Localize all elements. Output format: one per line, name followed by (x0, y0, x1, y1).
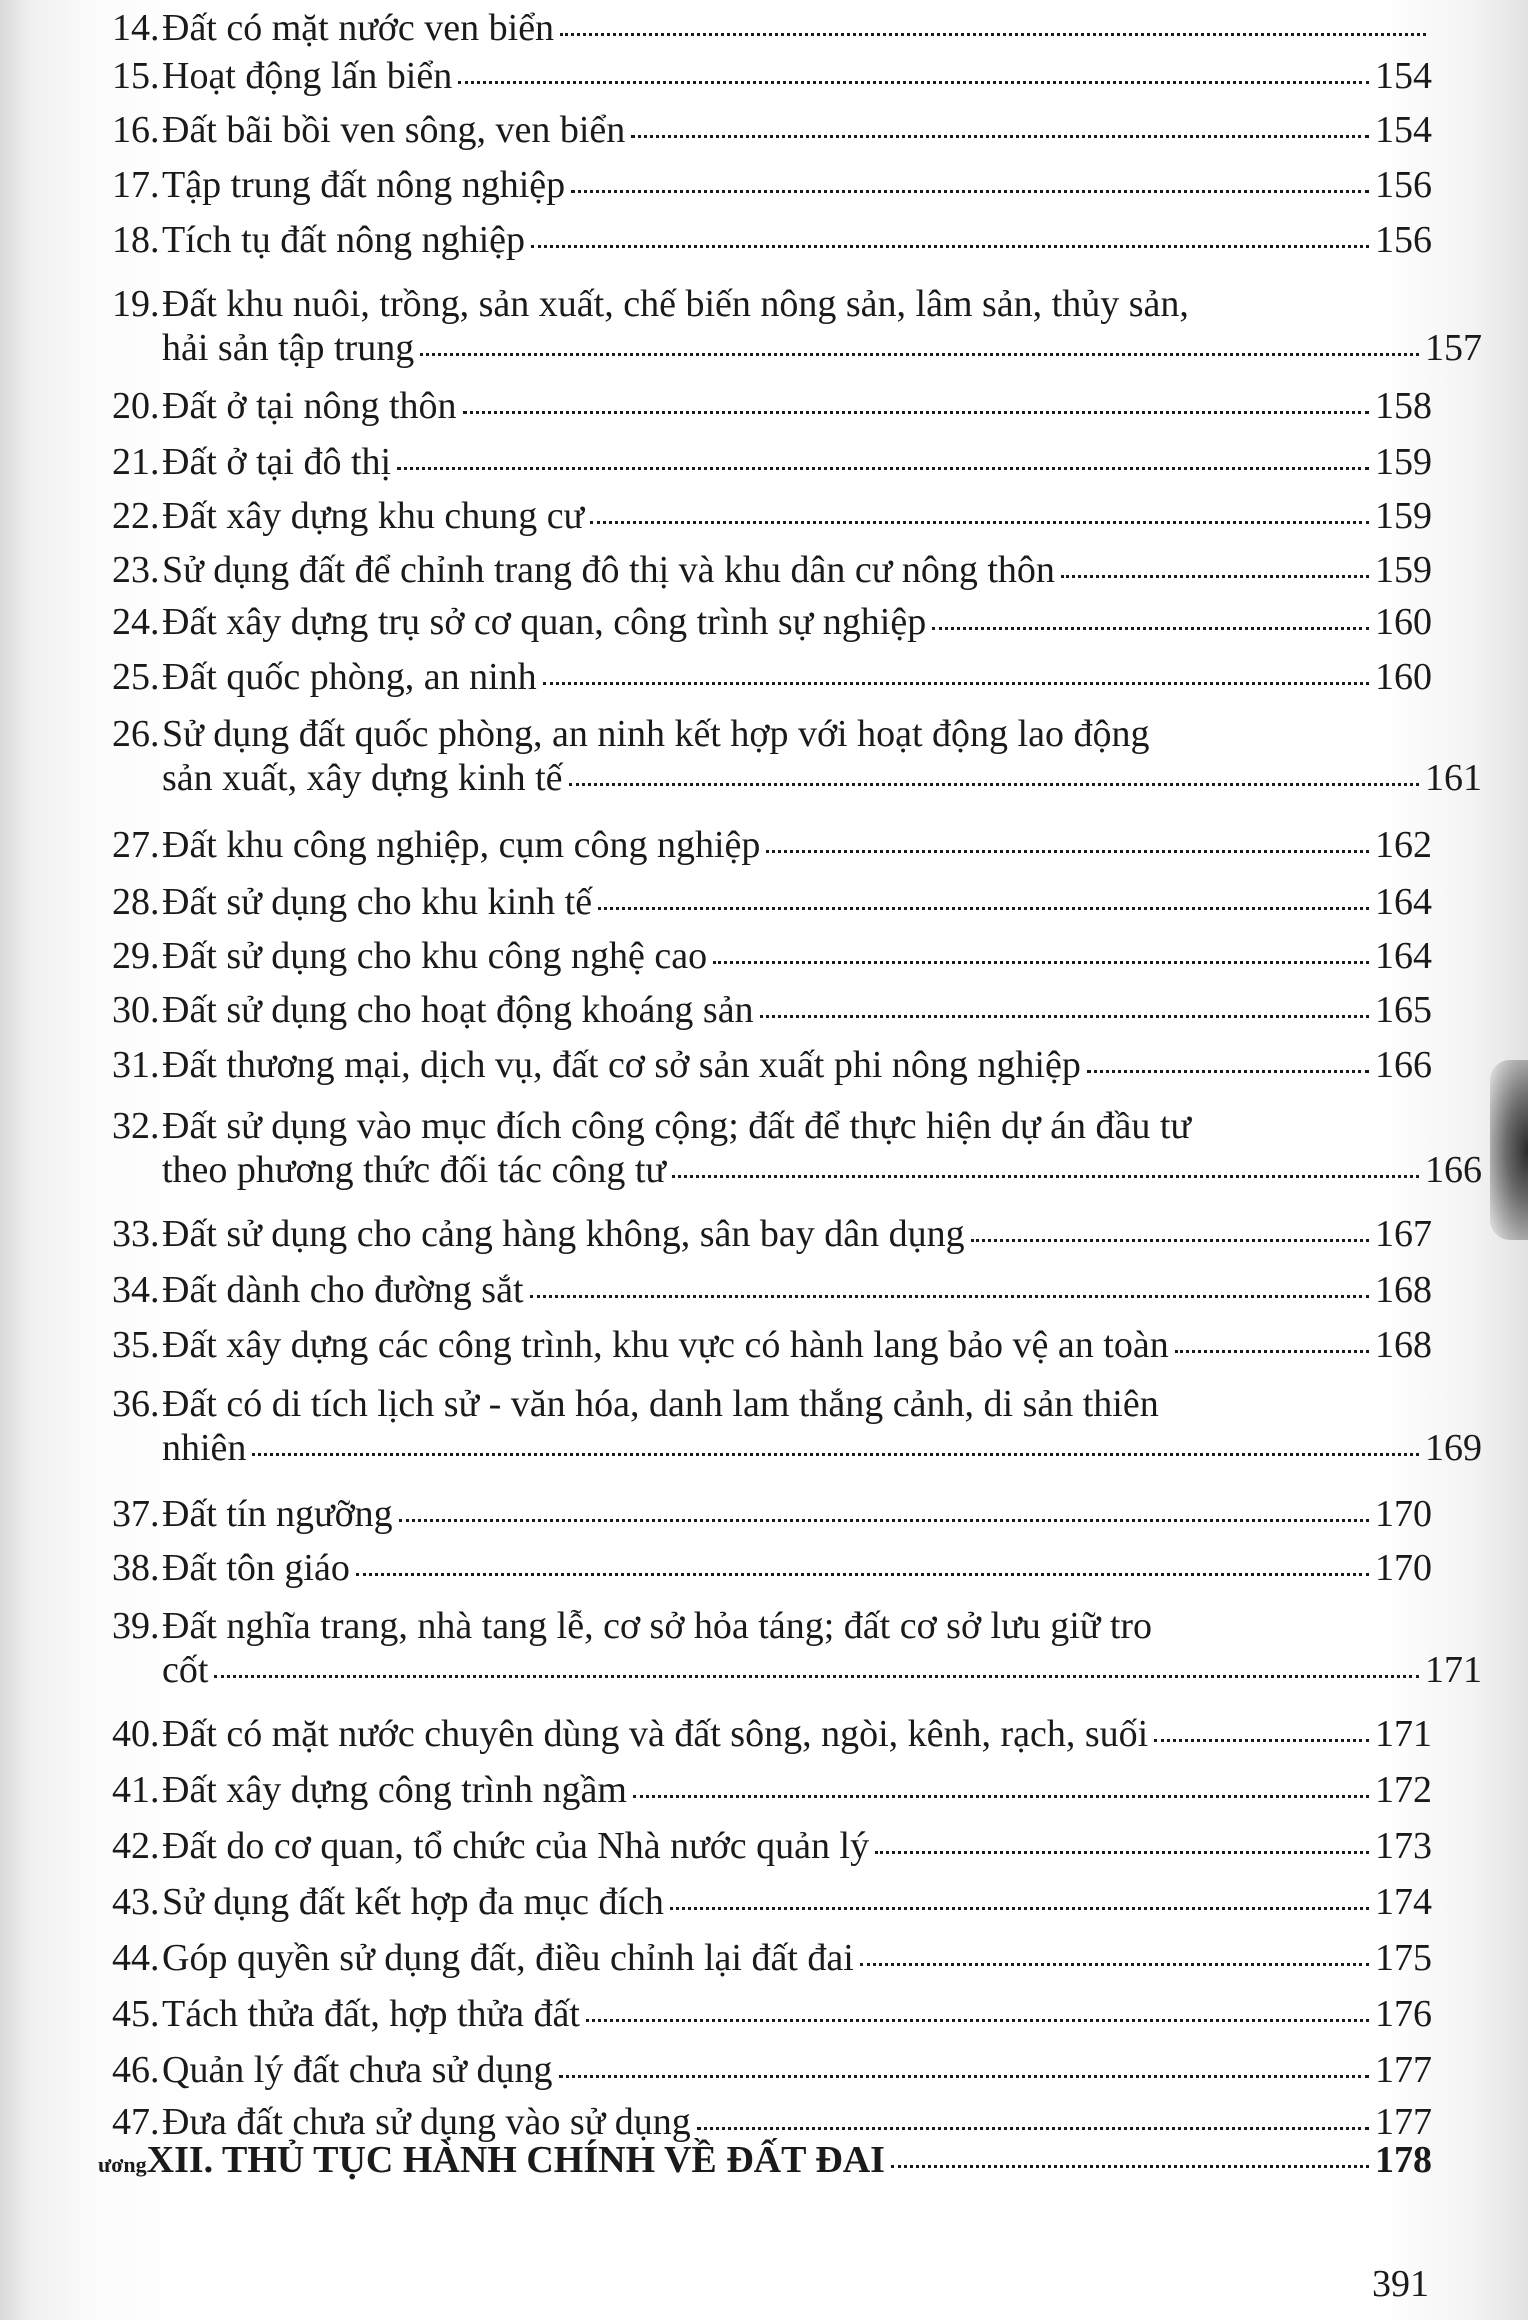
entry-number: 15. (112, 55, 160, 97)
dot-leader (543, 676, 1369, 685)
toc-entry (112, 1824, 1432, 1868)
toc-entry (112, 282, 1482, 370)
toc-entry (112, 1268, 1432, 1312)
entry-page: 156 (1375, 219, 1432, 261)
dot-leader (1175, 1344, 1369, 1353)
entry-title: theo phương thức đối tác công tư (162, 1149, 667, 1191)
entry-page: 168 (1375, 1324, 1432, 1366)
entry-number: 23. (112, 549, 160, 591)
entry-page: 177 (1375, 2101, 1432, 2143)
entry-title: Tập trung đất nông nghiệp (162, 164, 566, 206)
entry-title-line1: Đất nghĩa trang, nhà tang lễ, cơ sở hỏa táng; đất cơ sở lưu giữ tro (162, 1605, 1153, 1647)
entry-page: 177 (1375, 2049, 1432, 2091)
dot-leader (860, 1957, 1369, 1966)
entry-title: Góp quyền sử dụng đất, điều chỉnh lại đất đai (162, 1937, 854, 1979)
dot-leader (1061, 569, 1369, 578)
entry-title: nhiên (162, 1427, 247, 1469)
entry-number: 21. (112, 441, 160, 483)
toc-entry (112, 823, 1432, 867)
page-number: 391 (1372, 2263, 1429, 2305)
toc-entry (112, 880, 1432, 924)
toc-entry (112, 163, 1432, 207)
dot-leader (356, 1567, 1369, 1576)
chapter-title: XII. THỦ TỤC HÀNH CHÍNH VỀ ĐẤT ĐAI (146, 2139, 885, 2181)
toc-entry (112, 440, 1432, 484)
chapter-heading (98, 2138, 1432, 2182)
entry-page: 160 (1375, 656, 1432, 698)
entry-page: 164 (1375, 935, 1432, 977)
entry-page: 159 (1375, 495, 1432, 537)
entry-title: Hoạt động lấn biển (162, 55, 453, 97)
entry-title: Đất có mặt nước ven biển (162, 7, 555, 49)
entry-title: Đất khu công nghiệp, cụm công nghiệp (162, 824, 761, 866)
dot-leader (569, 777, 1419, 786)
dot-leader (463, 405, 1370, 414)
toc-entry (112, 548, 1432, 592)
entry-title-line1: Đất khu nuôi, trồng, sản xuất, chế biến nông sản, lâm sản, thủy sản, (162, 283, 1189, 325)
entry-number: 41. (112, 1769, 160, 1811)
entry-title: Đất xây dựng công trình ngầm (162, 1769, 627, 1811)
dot-leader (631, 129, 1369, 138)
dot-leader (531, 239, 1369, 248)
toc-entry (112, 1546, 1432, 1590)
entry-number: 42. (112, 1825, 160, 1867)
entry-page: 154 (1375, 55, 1432, 97)
entry-number: 14. (112, 7, 160, 49)
toc-entry (112, 712, 1482, 800)
entry-title: Đất tôn giáo (162, 1547, 350, 1589)
toc-entry (112, 494, 1432, 538)
entry-title: Đất tín ngưỡng (162, 1493, 393, 1535)
toc-entry (112, 600, 1432, 644)
entry-page: 159 (1375, 441, 1432, 483)
dot-leader (971, 1233, 1369, 1242)
entry-number: 20. (112, 385, 160, 427)
entry-page: 159 (1375, 549, 1432, 591)
toc-entry (112, 1712, 1432, 1756)
dot-leader (598, 901, 1369, 910)
dot-leader (214, 1669, 1419, 1678)
toc-entry (112, 1768, 1432, 1812)
entry-number: 16. (112, 109, 160, 151)
dot-leader (586, 2013, 1369, 2022)
entry-page: 160 (1375, 601, 1432, 643)
dot-leader (1087, 1064, 1369, 1073)
toc-entry (112, 384, 1432, 428)
dot-leader (590, 515, 1369, 524)
dot-leader (766, 844, 1369, 853)
toc-entry (112, 1880, 1432, 1924)
entry-page: 174 (1375, 1881, 1432, 1923)
entry-number: 38. (112, 1547, 160, 1589)
entry-title: Đất bãi bồi ven sông, ven biển (162, 109, 626, 151)
dot-leader (932, 621, 1369, 630)
toc-entry (112, 655, 1432, 699)
entry-title-line1: Đất có di tích lịch sử - văn hóa, danh lam thắng cảnh, di sản thiên (162, 1383, 1159, 1425)
entry-page: 158 (1375, 385, 1432, 427)
entry-page: 161 (1425, 757, 1482, 799)
dot-leader (559, 2069, 1369, 2078)
entry-page: 168 (1375, 1269, 1432, 1311)
entry-page: 157 (1425, 327, 1482, 369)
entry-title: Đất sử dụng cho khu kinh tế (162, 881, 593, 923)
entry-title: Đất sử dụng cho hoạt động khoáng sản (162, 989, 754, 1031)
dot-leader (560, 27, 1426, 36)
entry-number: 45. (112, 1993, 160, 2035)
entry-number: 17. (112, 164, 160, 206)
entry-title: hải sản tập trung (162, 327, 415, 369)
dot-leader (670, 1901, 1369, 1910)
dot-leader (420, 347, 1419, 356)
entry-number: 29. (112, 935, 160, 977)
entry-title: Sử dụng đất kết hợp đa mục đích (162, 1881, 664, 1923)
dot-leader (633, 1789, 1369, 1798)
dot-leader (697, 2121, 1369, 2130)
entry-number: 25. (112, 656, 160, 698)
toc-entry (112, 1212, 1432, 1256)
entry-number: 27. (112, 824, 160, 866)
dot-leader (672, 1169, 1419, 1178)
entry-title-line1: Đất sử dụng vào mục đích công cộng; đất để thực hiện dự án đầu tư (162, 1105, 1191, 1147)
entry-number: 47. (112, 2101, 160, 2143)
entry-page: 164 (1375, 881, 1432, 923)
dot-leader (458, 75, 1369, 84)
dot-leader (713, 955, 1369, 964)
entry-page: 166 (1425, 1149, 1482, 1191)
entry-title: Tách thửa đất, hợp thửa đất (162, 1993, 580, 2035)
entry-page: 173 (1375, 1825, 1432, 1867)
toc-entry (112, 2048, 1432, 2092)
entry-number: 44. (112, 1937, 160, 1979)
toc-entry (112, 218, 1432, 262)
dot-leader (252, 1447, 1419, 1456)
entry-number: 36. (112, 1383, 160, 1425)
dot-leader (571, 184, 1369, 193)
toc-entry (112, 1936, 1432, 1980)
dot-leader (891, 2159, 1369, 2168)
entry-page: 171 (1375, 1713, 1432, 1755)
entry-title: Đất ở tại nông thôn (162, 385, 457, 427)
entry-title: Đất thương mại, dịch vụ, đất cơ sở sản xuất phi nông nghiệp (162, 1044, 1081, 1086)
entry-page: 162 (1375, 824, 1432, 866)
dot-leader (1154, 1733, 1369, 1742)
toc-entry (112, 1382, 1482, 1470)
entry-title: Đất ở tại đô thị (162, 441, 392, 483)
entry-page: 172 (1375, 1769, 1432, 1811)
entry-number: 19. (112, 283, 160, 325)
entry-page: 171 (1425, 1649, 1482, 1691)
entry-number: 26. (112, 713, 160, 755)
entry-title: sản xuất, xây dựng kinh tế (162, 757, 563, 799)
entry-title: Đất xây dựng khu chung cư (162, 495, 585, 537)
toc-entry (112, 6, 1432, 50)
entry-page: 176 (1375, 1993, 1432, 2035)
entry-number: 32. (112, 1105, 160, 1147)
toc-entry (112, 1104, 1482, 1192)
entry-page: 169 (1425, 1427, 1482, 1469)
entry-title: Đất quốc phòng, an ninh (162, 656, 537, 698)
entry-page: 154 (1375, 109, 1432, 151)
toc-entry (112, 1492, 1432, 1536)
entry-page: 156 (1375, 164, 1432, 206)
entry-number: 22. (112, 495, 160, 537)
entry-number: 31. (112, 1044, 160, 1086)
toc-entry (112, 108, 1432, 152)
entry-page: 165 (1375, 989, 1432, 1031)
entry-number: 43. (112, 1881, 160, 1923)
toc-entry (112, 988, 1432, 1032)
toc-entry (112, 1043, 1432, 1087)
entry-page: 170 (1375, 1547, 1432, 1589)
toc-entry (112, 1323, 1432, 1367)
toc-entry (112, 54, 1432, 98)
dot-leader (875, 1845, 1369, 1854)
dot-leader (397, 461, 1369, 470)
entry-number: 33. (112, 1213, 160, 1255)
chapter-page: 178 (1375, 2139, 1432, 2181)
entry-number: 34. (112, 1269, 160, 1311)
entry-number: 35. (112, 1324, 160, 1366)
page-edge-shadow (1490, 1060, 1528, 1240)
entry-title: Sử dụng đất để chỉnh trang đô thị và khu dân cư nông thôn (162, 549, 1055, 591)
dot-leader (530, 1289, 1369, 1298)
toc-entry (112, 1992, 1432, 2036)
entry-number: 30. (112, 989, 160, 1031)
entry-title: Đất sử dụng cho khu công nghệ cao (162, 935, 708, 977)
chapter-prefix: ương (98, 2152, 147, 2177)
entry-number: 24. (112, 601, 160, 643)
entry-title: Đất dành cho đường sắt (162, 1269, 524, 1311)
entry-title: Đất có mặt nước chuyên dùng và đất sông, ngòi, kênh, rạch, suối (162, 1713, 1149, 1755)
entry-number: 40. (112, 1713, 160, 1755)
entry-page: 170 (1375, 1493, 1432, 1535)
entry-number: 46. (112, 2049, 160, 2091)
entry-number: 28. (112, 881, 160, 923)
entry-title: Đất xây dựng trụ sở cơ quan, công trình sự nghiệp (162, 601, 927, 643)
dot-leader (760, 1009, 1369, 1018)
entry-title: Đất do cơ quan, tổ chức của Nhà nước quản lý (162, 1825, 870, 1867)
entry-title: Đất xây dựng các công trình, khu vực có hành lang bảo vệ an toàn (162, 1324, 1169, 1366)
entry-title: Quản lý đất chưa sử dụng (162, 2049, 553, 2091)
entry-title: cốt (162, 1649, 209, 1691)
entry-title: Đưa đất chưa sử dụng vào sử dụng (162, 2101, 691, 2143)
entry-title: Tích tụ đất nông nghiệp (162, 219, 526, 261)
entry-title-line1: Sử dụng đất quốc phòng, an ninh kết hợp với hoạt động lao động (162, 713, 1150, 755)
entry-page: 166 (1375, 1044, 1432, 1086)
entry-number: 18. (112, 219, 160, 261)
entry-number: 37. (112, 1493, 160, 1535)
entry-title: Đất sử dụng cho cảng hàng không, sân bay dân dụng (162, 1213, 965, 1255)
dot-leader (399, 1513, 1369, 1522)
toc-entry (112, 934, 1432, 978)
toc-entry (112, 1604, 1482, 1692)
entry-page: 175 (1375, 1937, 1432, 1979)
entry-page: 167 (1375, 1213, 1432, 1255)
entry-number: 39. (112, 1605, 160, 1647)
